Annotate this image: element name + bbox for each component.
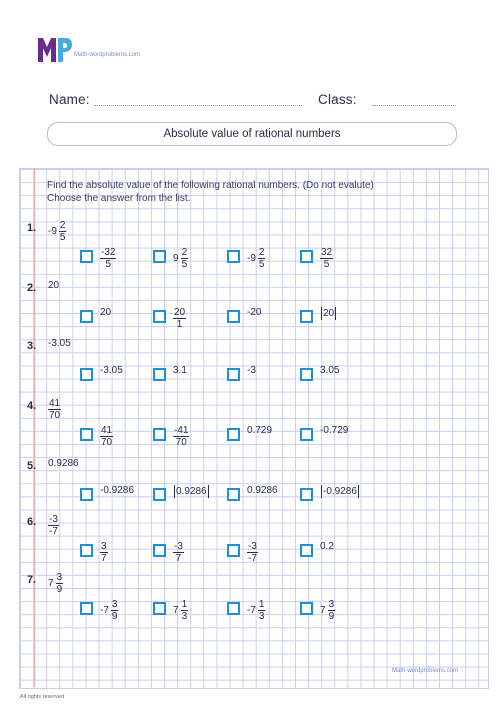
answer-option — [100, 365, 123, 376]
answer-option — [320, 247, 333, 270]
instruction-line-2: Choose the answer from the list. — [47, 193, 191, 204]
answer-option — [173, 247, 188, 270]
denominator: 9 — [111, 611, 118, 622]
answer-option-text: 0.2 — [320, 541, 334, 552]
answer-option — [247, 599, 265, 622]
question-prompt — [48, 458, 79, 469]
answer-option — [247, 425, 272, 436]
question-prompt — [48, 220, 66, 243]
answer-option-abs-text: 20 — [323, 308, 335, 320]
numerator: -3 — [174, 541, 183, 552]
answer-option-text: -3.05 — [100, 365, 123, 376]
title-box — [47, 122, 457, 146]
question-number: 4. — [27, 400, 37, 412]
answer-option-fraction — [173, 425, 189, 448]
numerator: 3 — [111, 599, 118, 610]
answer-option-text: -20 — [247, 307, 262, 318]
denominator: 7 — [175, 553, 182, 564]
question-prompt-text: -3.05 — [48, 338, 71, 349]
answer-checkbox[interactable] — [227, 428, 240, 441]
answer-checkbox[interactable] — [80, 250, 93, 263]
answer-checkbox[interactable] — [153, 310, 166, 323]
question-prompt — [48, 514, 59, 537]
answer-option — [247, 485, 278, 496]
answer-option — [173, 485, 210, 498]
answer-checkbox[interactable] — [227, 368, 240, 381]
answer-checkbox[interactable] — [300, 428, 313, 441]
answer-checkbox[interactable] — [80, 310, 93, 323]
answer-option — [320, 599, 335, 622]
answer-option-fraction — [181, 247, 189, 270]
answer-option-fraction — [100, 247, 116, 270]
numerator: 3 — [56, 572, 63, 583]
footer-rights: All rights reserved — [20, 694, 65, 700]
footer-site: Math-wordproblems.com — [392, 668, 459, 674]
question-prompt-text: 20 — [48, 280, 60, 291]
answer-checkbox[interactable] — [227, 488, 240, 501]
numerator: 3 — [101, 541, 107, 552]
question-number: 6. — [27, 516, 37, 528]
question-prompt — [48, 572, 63, 595]
answer-option — [173, 365, 187, 376]
answer-option-text: -3 — [247, 365, 256, 376]
numerator: 41 — [49, 398, 61, 409]
numerator: 2 — [59, 220, 66, 231]
denominator: 70 — [101, 437, 113, 448]
answer-checkbox[interactable] — [153, 488, 166, 501]
denominator: 70 — [49, 410, 61, 421]
denominator: 5 — [181, 259, 188, 270]
numerator: -3 — [49, 514, 58, 525]
answer-checkbox[interactable] — [80, 488, 93, 501]
answer-option-whole: 7 — [320, 605, 326, 616]
answer-checkbox[interactable] — [153, 428, 166, 441]
answer-option — [173, 541, 184, 564]
brand-logo — [38, 38, 72, 62]
brand-site-text: Math-wordproblems.com — [74, 52, 141, 58]
denominator: 5 — [323, 259, 330, 270]
denominator: 3 — [258, 611, 265, 622]
numerator: 2 — [258, 247, 265, 258]
answer-option-text: 3.1 — [173, 365, 187, 376]
answer-checkbox[interactable] — [227, 310, 240, 323]
numerator: 20 — [174, 307, 186, 318]
answer-option-fraction — [328, 599, 336, 622]
numerator: 3 — [328, 599, 335, 610]
answer-checkbox[interactable] — [300, 368, 313, 381]
denominator: 1 — [176, 319, 183, 330]
question-prompt-fraction — [48, 514, 59, 537]
question-number: 7. — [27, 574, 37, 586]
denominator: 3 — [181, 611, 188, 622]
denominator: 5 — [105, 259, 111, 270]
answer-checkbox[interactable] — [80, 602, 93, 615]
question-prompt — [48, 280, 59, 291]
question-number: 3. — [27, 340, 37, 352]
denominator: 9 — [328, 611, 335, 622]
answer-checkbox[interactable] — [300, 310, 313, 323]
answer-checkbox[interactable] — [153, 368, 166, 381]
question-prompt-whole: -9 — [48, 226, 57, 237]
answer-option-fraction — [173, 541, 184, 564]
answer-option-fraction — [100, 425, 113, 448]
answer-checkbox[interactable] — [300, 544, 313, 557]
abs-bar-right — [358, 485, 359, 498]
margin-line — [34, 168, 35, 687]
answer-checkbox[interactable] — [153, 250, 166, 263]
answer-option — [100, 307, 111, 318]
answer-checkbox[interactable] — [153, 602, 166, 615]
answer-option — [320, 485, 360, 498]
page-title: Absolute value of rational numbers — [163, 128, 341, 140]
answer-checkbox[interactable] — [227, 602, 240, 615]
abs-bar-left — [321, 307, 322, 320]
denominator: 9 — [56, 584, 63, 595]
answer-checkbox[interactable] — [80, 428, 93, 441]
denominator: 7 — [101, 553, 107, 564]
answer-option-whole: -7 — [247, 605, 256, 616]
answer-checkbox[interactable] — [80, 368, 93, 381]
answer-checkbox[interactable] — [227, 544, 240, 557]
question-prompt-text: 0.9286 — [48, 458, 79, 469]
answer-option-whole: 9 — [173, 253, 179, 264]
answer-option — [247, 307, 261, 318]
answer-option — [173, 307, 186, 330]
numerator: -3 — [248, 541, 257, 552]
answer-option — [247, 541, 258, 564]
answer-option — [173, 425, 189, 448]
denominator: 5 — [258, 259, 265, 270]
denominator: 5 — [59, 232, 66, 243]
instruction-line-1: Find the absolute value of the following rational numbers. (Do not evalute) — [47, 180, 374, 191]
abs-bar-left — [174, 485, 175, 498]
abs-bar-right — [208, 485, 209, 498]
answer-option — [320, 307, 337, 320]
denominator: -7 — [49, 526, 58, 537]
answer-option — [100, 247, 116, 270]
question-prompt — [48, 398, 61, 421]
question-number: 5. — [27, 460, 37, 472]
question-prompt — [48, 338, 71, 349]
answer-checkbox[interactable] — [300, 250, 313, 263]
answer-option-fraction — [247, 541, 258, 564]
question-number: 2. — [27, 282, 37, 294]
numerator: 41 — [101, 425, 113, 436]
answer-option-text: -0.729 — [320, 425, 349, 436]
answer-option — [320, 365, 339, 376]
numerator: 32 — [321, 247, 333, 258]
answer-option — [320, 425, 348, 436]
answer-option-fraction — [181, 599, 189, 622]
answer-option — [100, 541, 108, 564]
denominator: -7 — [248, 553, 257, 564]
class-field[interactable] — [372, 104, 456, 106]
numerator: -32 — [101, 247, 116, 258]
answer-option-whole: -7 — [100, 605, 109, 616]
answer-option-text: 20 — [100, 307, 112, 318]
question-number: 1. — [27, 222, 37, 234]
answer-option-abs-text: -0.9286 — [323, 486, 357, 498]
abs-bar-left — [321, 485, 322, 498]
answer-option-whole: -9 — [247, 253, 256, 264]
numerator: 1 — [181, 599, 188, 610]
answer-checkbox[interactable] — [80, 544, 93, 557]
name-field[interactable] — [94, 104, 302, 106]
answer-checkbox[interactable] — [153, 544, 166, 557]
answer-option-text: 3.05 — [320, 365, 340, 376]
answer-option — [247, 247, 265, 270]
answer-option — [100, 485, 134, 496]
abs-bar-right — [335, 307, 336, 320]
denominator: 70 — [175, 437, 187, 448]
answer-option — [100, 599, 118, 622]
question-prompt-whole: 7 — [48, 578, 54, 589]
numerator: -41 — [174, 425, 189, 436]
answer-checkbox[interactable] — [300, 488, 313, 501]
answer-option-whole: 7 — [173, 605, 179, 616]
name-label: Name: — [49, 92, 90, 107]
question-prompt-fraction — [56, 572, 64, 595]
question-prompt-fraction — [48, 398, 61, 421]
answer-option — [173, 599, 188, 622]
class-label: Class: — [318, 92, 357, 107]
answer-checkbox[interactable] — [227, 250, 240, 263]
answer-option-fraction — [100, 541, 108, 564]
answer-option-fraction — [258, 599, 266, 622]
answer-option-fraction — [320, 247, 333, 270]
answer-option-fraction — [173, 307, 186, 330]
answer-option-text: 0.9286 — [247, 485, 278, 496]
answer-option-text: -0.9286 — [100, 485, 134, 496]
answer-checkbox[interactable] — [300, 602, 313, 615]
answer-option-fraction — [111, 599, 119, 622]
answer-option-text: 0.729 — [247, 425, 273, 436]
answer-option — [100, 425, 113, 448]
answer-option — [320, 541, 334, 552]
question-prompt-fraction — [59, 220, 67, 243]
answer-option-fraction — [258, 247, 266, 270]
numerator: 1 — [258, 599, 265, 610]
answer-option — [247, 365, 256, 376]
numerator: 2 — [181, 247, 188, 258]
answer-option-abs-text: 0.9286 — [176, 486, 207, 498]
